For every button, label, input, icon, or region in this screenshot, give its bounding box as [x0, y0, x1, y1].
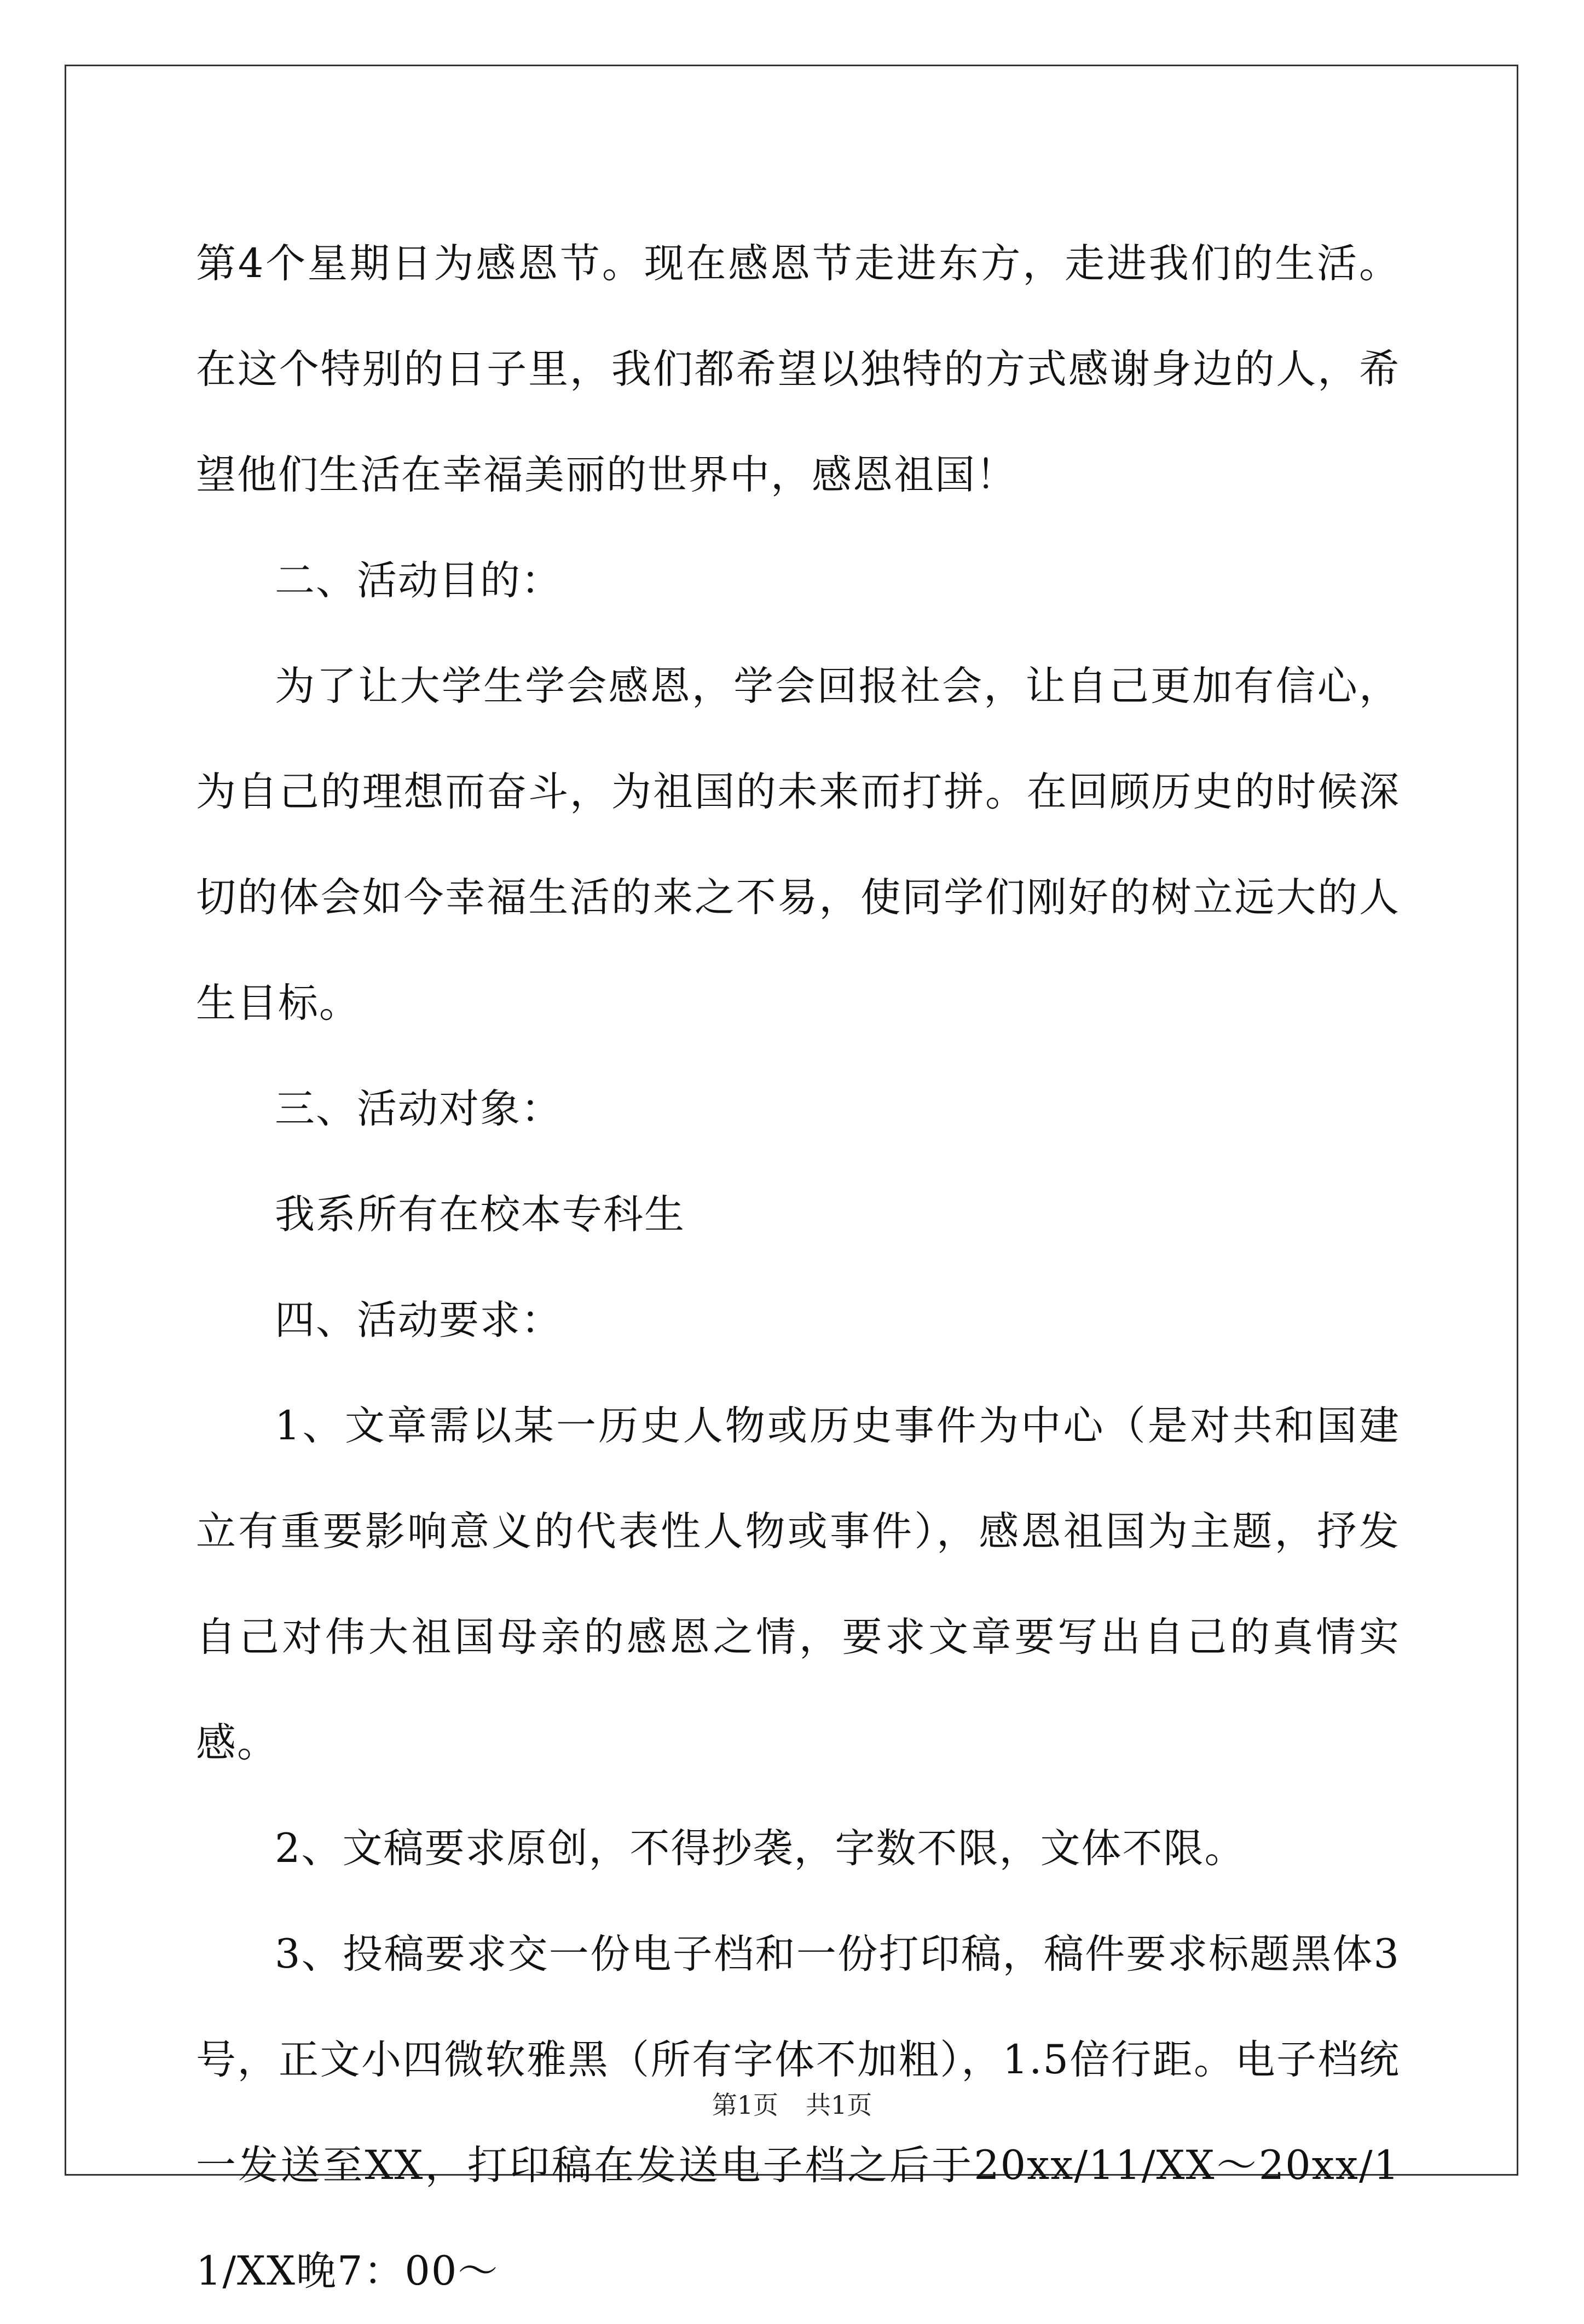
heading-activity-purpose: 二、活动目的： — [275, 557, 562, 604]
paragraph-activity-target: 我系所有在校本专科生 — [275, 1191, 685, 1238]
paragraph-requirement-2: 2、文稿要求原创，不得抄袭，字数不限，文体不限。 — [275, 1825, 1246, 1872]
paragraph-intro-continuation: 第4个星期日为感恩节。现在感恩节走进东方，走进我们的生活。在这个特别的日子里，我们都希望以独特的方式感谢身边的人，希望他们生活在幸福美丽的世界中，感恩祖国！ — [196, 240, 1400, 498]
heading-activity-requirements: 四、活动要求： — [275, 1297, 562, 1343]
page-number-total: 共1页 — [806, 2090, 872, 2120]
paragraph-requirement-1: 1、文章需以某一历史人物或历史事件为中心（是对共和国建立有重要影响意义的代表性人物或事件），感恩祖国为主题，抒发自己对伟大祖国母亲的感恩之情，要求文章要写出自己的真情实感。 — [196, 1403, 1400, 1766]
heading-activity-target: 三、活动对象： — [275, 1086, 562, 1132]
page-footer — [0, 2089, 1584, 2121]
paragraph-activity-purpose: 为了让大学生学会感恩，学会回报社会，让自己更加有信心，为自己的理想而奋斗，为祖国的未来而打拼。在回顾历史的时候深切的体会如今幸福生活的来之不易，使同学们刚好的树立远大的人生目标。 — [196, 663, 1400, 1027]
page-number-current: 第1页 — [712, 2090, 778, 2120]
paragraph-requirement-3: 3、投稿要求交一份电子档和一份打印稿，稿件要求标题黑体3号，正文小四微软雅黑（所有字体不加粗），1.5倍行距。电子档统一发送至XX，打印稿在发送电子档之后于20xx/11/XX～20xx/11/XX晚7：00～ — [196, 1931, 1400, 2294]
document-body — [196, 211, 1400, 2324]
